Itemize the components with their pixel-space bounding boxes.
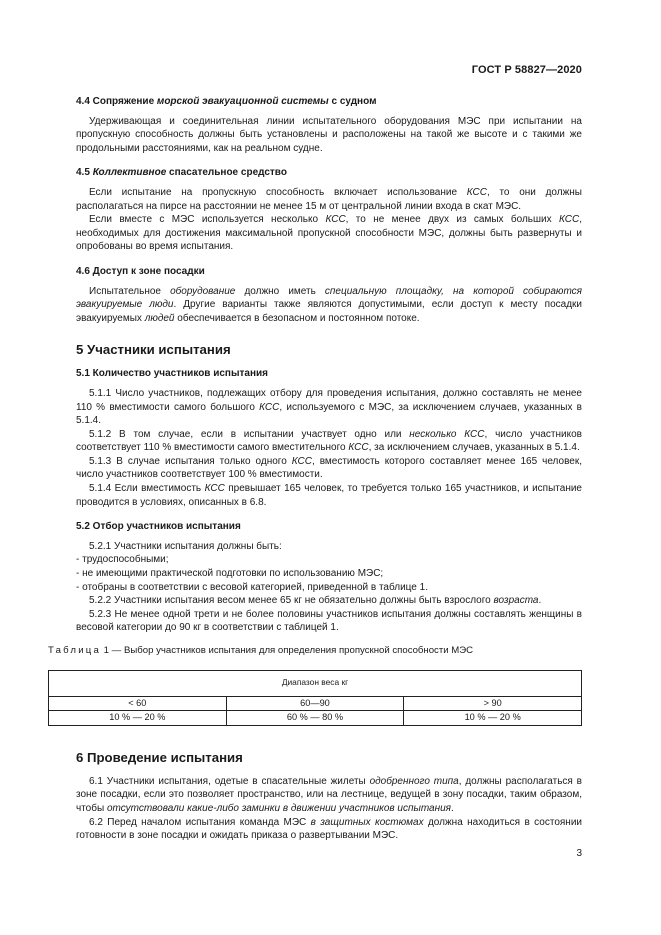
- paragraph-5-1-4: 5.1.4 Если вместимость КСС превышает 165 человек, то требуется только 165 участников, и испытание проводится в условиях, описанных в 6.8.: [76, 483, 582, 508]
- paragraph-6-1: 6.1 Участники испытания, одетые в спасательные жилеты одобренного типа, должны располагаться в зоне посадки, если это позволяет пространство, или на лестнице, ведущей в зону посадки, таким образом, чтобы отсутствовали какие-либо заминки в движении участников испытания.: [76, 775, 582, 814]
- table-header-weight-range: Диапазон веса кг: [49, 670, 582, 696]
- section-4-5-heading: 4.5 Коллективное спасательное средство: [76, 167, 287, 179]
- section-4-4-heading: 4.4 Сопряжение морской эвакуационной системы с судном: [76, 96, 377, 107]
- table-cell: 10 % — 20 %: [404, 711, 582, 726]
- paragraph-5-1-1: 5.1.1 Число участников, подлежащих отбору для проведения испытания, должно составлять не менее 110 % вместимости самого большого КСС, используемого с МЭС, за исключением случаев, указанных в 5.1.4.: [76, 387, 582, 427]
- table-row: [49, 711, 582, 726]
- section-4-5-paragraph-2: Если вместе с МЭС используется несколько КСС, то не менее двух из самых больших КСС, необходимых для достижения максимальной пропускной способности МЭС, должны быть развернуты и опробованы во время испытания.: [76, 214, 583, 253]
- paragraph-5-1-3: 5.1.3 В случае испытания только одного КСС, вместимость которого составляет менее 165 человек, число участников соответствует 100 % вместимости.: [76, 455, 582, 481]
- section-6-heading: 6 Проведение испытания: [76, 749, 243, 765]
- page-number: 3: [576, 848, 582, 859]
- paragraph-5-1-2: 5.1.2 В том случае, если в испытании участвует одно или несколько КСС, число участников соответствует 110 % вместимости самого вместительного КСС, за исключением случаев, указанных в 5.1.4.: [76, 428, 582, 454]
- paragraph-6-2: 6.2 Перед началом испытания команда МЭС в защитных костюмах должна находиться в состоянии готовности в зоне посадки и ожидать приказа о развертывании МЭС.: [76, 816, 582, 842]
- list-item: - не имеющими практической подготовки по использованию МЭС;: [76, 568, 384, 580]
- paragraph-5-2-1: 5.2.1 Участники испытания должны быть:: [89, 540, 282, 552]
- list-item: - отобраны в соответствии с весовой категорией, приведенной в таблице 1.: [76, 581, 428, 593]
- weight-selection-table: [48, 670, 582, 726]
- table-cell: 60—90: [226, 696, 404, 711]
- paragraph-5-2-2: 5.2.2 Участники испытания весом менее 65 кг не обязательно должны быть взрослого возраста.: [89, 595, 542, 607]
- section-4-5-paragraph-1: Если испытание на пропускную способность включает использование КСС, то они должны располагаться на пирсе на расстоянии не менее 15 м от центральной линии входа в скат МЭС.: [76, 186, 582, 212]
- table-1-caption: Таблица 1 — Выбор участников испытания для определения пропускной способности МЭС: [48, 645, 474, 656]
- table-cell: 60 % — 80 %: [226, 711, 404, 726]
- table-cell: < 60: [49, 696, 227, 711]
- table-row: [49, 696, 582, 711]
- section-4-6-paragraph: Испытательное оборудование должно иметь специальную площадку, на которой собираются эвакуируемые люди. Другие варианты также являются допустимыми, если доступ к месту посадки эвакуируемых людей обеспечивается в безопасном и постоянном потоке.: [76, 285, 582, 324]
- standard-code: ГОСТ Р 58827—2020: [471, 64, 582, 76]
- section-4-4-paragraph: Удерживающая и соединительная линии испытательного оборудования МЭС при испытании на пропускную способность должны быть установлены и расположены на такой же высоте и с такими же продольными расстояниями, как на реальном судне.: [76, 115, 582, 154]
- section-5-heading: 5 Участники испытания: [76, 342, 231, 358]
- section-5-1-heading: 5.1 Количество участников испытания: [76, 368, 268, 380]
- table-cell: 10 % — 20 %: [49, 711, 227, 726]
- table-cell: > 90: [404, 696, 582, 711]
- list-item: - трудоспособными;: [76, 554, 169, 566]
- section-4-6-heading: 4.6 Доступ к зоне посадки: [76, 265, 205, 277]
- paragraph-5-2-3: 5.2.3 Не менее одной трети и не более половины участников испытания должны составлять женщины в весовой категории до 90 кг в соответствии с таблицей 1.: [76, 608, 582, 634]
- section-5-2-heading: 5.2 Отбор участников испытания: [76, 521, 241, 533]
- document-body: [48, 88, 583, 843]
